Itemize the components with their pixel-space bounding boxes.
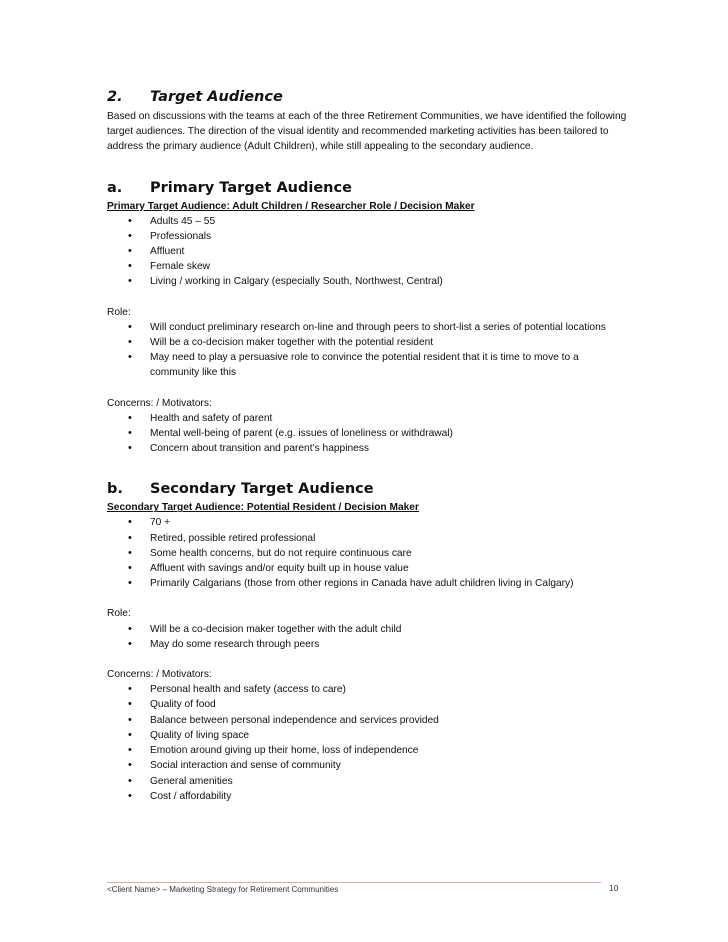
secondary-subtitle: Secondary Target Audience: Potential Resident / Decision Maker xyxy=(107,502,419,514)
list-item: • Adults 45 – 55 xyxy=(107,214,627,229)
primary-concerns-list xyxy=(107,411,627,457)
list-item: • Quality of food xyxy=(107,697,627,712)
secondary-role-list xyxy=(107,622,627,652)
list-item: • Health and safety of parent xyxy=(107,411,627,426)
primary-subtitle: Primary Target Audience: Adult Children / Researcher Role / Decision Maker xyxy=(107,200,475,212)
list-item: • Retired, possible retired professional xyxy=(107,531,627,546)
list-item: • Emotion around giving up their home, loss of independence xyxy=(107,743,627,758)
list-item: • May do some research through peers xyxy=(107,637,627,652)
primary-role-label: Role: xyxy=(107,306,131,318)
section-title: Secondary Target Audience xyxy=(150,481,374,498)
list-item: • Female skew xyxy=(107,259,627,274)
secondary-profile-list xyxy=(107,515,627,591)
intro-paragraph: Based on discussions with the teams at each of the three Retirement Communities, we have identified the following target audiences. The direction of the visual identity and recommended marketing activities has been tailored to address the primary audience (Adult Children), while still appealing to the secondary audience. xyxy=(107,111,627,153)
secondary-concerns-label: Concerns: / Motivators: xyxy=(107,669,212,681)
list-item: • General amenities xyxy=(107,774,627,789)
list-item: • Affluent xyxy=(107,244,627,259)
list-item: • Professionals xyxy=(107,229,627,244)
list-item: • Will conduct preliminary research on-line and through peers to short-list a series of potential locations xyxy=(107,320,627,335)
list-item: • Quality of living space xyxy=(107,728,627,743)
list-item: • Will be a co-decision maker together with the potential resident xyxy=(107,335,627,350)
page-content xyxy=(107,86,627,804)
section-heading-secondary xyxy=(107,478,627,500)
list-item: • Will be a co-decision maker together with the adult child xyxy=(107,622,627,637)
list-item: • 70 + xyxy=(107,515,627,530)
list-item: • Balance between personal independence and services provided xyxy=(107,713,627,728)
list-item: • May need to play a persuasive role to convince the potential resident that it is time to move to a community like this xyxy=(107,350,627,380)
list-item: • Mental well-being of parent (e.g. issues of loneliness or withdrawal) xyxy=(107,426,627,441)
section-letter: a. xyxy=(107,179,123,196)
footer-divider xyxy=(107,882,601,883)
spacer xyxy=(107,381,627,396)
spacer xyxy=(107,456,627,478)
section-heading-primary xyxy=(107,177,627,199)
list-item: • Some health concerns, but do not require continuous care xyxy=(107,546,627,561)
list-item: • Concern about transition and parent’s happiness xyxy=(107,441,627,456)
section-letter: b. xyxy=(107,481,123,498)
secondary-concerns-list xyxy=(107,682,627,804)
list-item: • Living / working in Calgary (especially South, Northwest, Central) xyxy=(107,274,627,289)
secondary-role-label: Role: xyxy=(107,608,131,620)
section-title: Target Audience xyxy=(150,89,283,105)
footer-text: <Client Name> – Marketing Strategy for Retirement Communities xyxy=(107,885,339,894)
primary-concerns-label: Concerns: / Motivators: xyxy=(107,397,212,409)
section-heading-target-audience xyxy=(107,86,627,108)
list-item: • Affluent with savings and/or equity built up in house value xyxy=(107,561,627,576)
spacer xyxy=(107,591,627,606)
spacer xyxy=(107,652,627,667)
list-item: • Primarily Calgarians (those from other regions in Canada have adult children living in Calgary) xyxy=(107,576,627,591)
list-item: • Social interaction and sense of community xyxy=(107,758,627,773)
section-title: Primary Target Audience xyxy=(150,179,352,196)
list-item: • Cost / affordability xyxy=(107,789,627,804)
spacer xyxy=(107,155,627,177)
spacer xyxy=(107,290,627,305)
primary-profile-list xyxy=(107,214,627,290)
page-number: 10 xyxy=(609,883,619,893)
list-item: • Personal health and safety (access to care) xyxy=(107,682,627,697)
section-number: 2. xyxy=(107,89,123,105)
primary-role-list xyxy=(107,320,627,381)
